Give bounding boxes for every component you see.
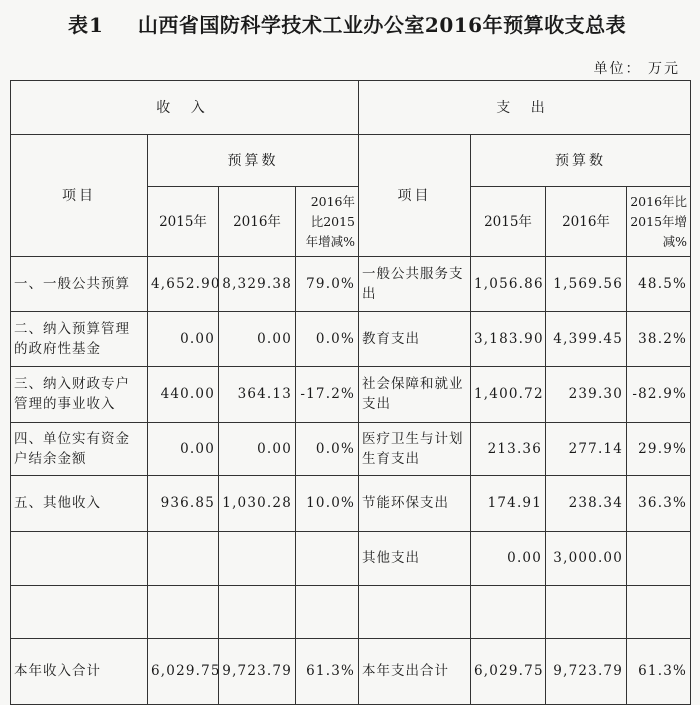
expense-item: 医疗卫生与计划生育支出 bbox=[359, 422, 471, 475]
expense-2015-header: 2015年 bbox=[471, 187, 546, 257]
expense-2016: 277.14 bbox=[546, 422, 627, 475]
income-item bbox=[11, 531, 148, 585]
table-row bbox=[11, 475, 691, 531]
income-2016: 0.00 bbox=[219, 422, 296, 475]
income-change: 79.0% bbox=[296, 257, 359, 312]
expense-change: 36.3% bbox=[627, 475, 691, 531]
expense-2016: 4,399.45 bbox=[546, 312, 627, 367]
table-row bbox=[11, 257, 691, 312]
income-item: 二、纳入预算管理的政府性基金 bbox=[11, 312, 148, 367]
income-header: 收 入 bbox=[11, 81, 359, 135]
income-2016 bbox=[219, 585, 296, 638]
income-item: 一、一般公共预算 bbox=[11, 257, 148, 312]
expense-2016: 239.30 bbox=[546, 367, 627, 422]
income-item-header: 项目 bbox=[11, 135, 148, 257]
income-change-header: 2016年比2015年增减% bbox=[296, 187, 359, 257]
income-total-label: 本年收入合计 bbox=[11, 638, 148, 704]
expense-header: 支 出 bbox=[359, 81, 691, 135]
income-change: 0.0% bbox=[296, 422, 359, 475]
table-row bbox=[11, 312, 691, 367]
expense-2015: 174.91 bbox=[471, 475, 546, 531]
expense-2016: 1,569.56 bbox=[546, 257, 627, 312]
expense-change: 38.2% bbox=[627, 312, 691, 367]
income-change bbox=[296, 585, 359, 638]
expense-2015: 0.00 bbox=[471, 531, 546, 585]
income-2015-header: 2015年 bbox=[148, 187, 219, 257]
budget-header-row bbox=[11, 135, 691, 187]
income-2016-header: 2016年 bbox=[219, 187, 296, 257]
income-2016: 364.13 bbox=[219, 367, 296, 422]
table-number: 表1 bbox=[68, 12, 104, 37]
table-row bbox=[11, 422, 691, 475]
expense-item-header: 项目 bbox=[359, 135, 471, 257]
expense-budget-header: 预算数 bbox=[471, 135, 691, 187]
income-2016: 1,030.28 bbox=[219, 475, 296, 531]
income-2015: 4,652.90 bbox=[148, 257, 219, 312]
expense-change bbox=[627, 531, 691, 585]
expense-2015: 3,183.90 bbox=[471, 312, 546, 367]
income-item bbox=[11, 585, 148, 638]
expense-change: 29.9% bbox=[627, 422, 691, 475]
section-header-row bbox=[11, 81, 691, 135]
income-2015: 936.85 bbox=[148, 475, 219, 531]
income-2016: 8,329.38 bbox=[219, 257, 296, 312]
expense-2016: 238.34 bbox=[546, 475, 627, 531]
income-change: -17.2% bbox=[296, 367, 359, 422]
income-total-2016: 9,723.79 bbox=[219, 638, 296, 704]
income-change: 10.0% bbox=[296, 475, 359, 531]
income-change: 0.0% bbox=[296, 312, 359, 367]
page-title bbox=[68, 6, 626, 40]
expense-2016-header: 2016年 bbox=[546, 187, 627, 257]
income-2015 bbox=[148, 531, 219, 585]
total-row bbox=[11, 638, 691, 704]
expense-2015: 1,056.86 bbox=[471, 257, 546, 312]
expense-item: 社会保障和就业支出 bbox=[359, 367, 471, 422]
income-2016: 0.00 bbox=[219, 312, 296, 367]
expense-total-2015: 6,029.75 bbox=[471, 638, 546, 704]
expense-item: 一般公共服务支出 bbox=[359, 257, 471, 312]
expense-2015 bbox=[471, 585, 546, 638]
income-budget-header: 预算数 bbox=[148, 135, 359, 187]
expense-change bbox=[627, 585, 691, 638]
income-2016 bbox=[219, 531, 296, 585]
income-total-change: 61.3% bbox=[296, 638, 359, 704]
income-change bbox=[296, 531, 359, 585]
income-item: 三、纳入财政专户管理的事业收入 bbox=[11, 367, 148, 422]
expense-item: 教育支出 bbox=[359, 312, 471, 367]
expense-2016 bbox=[546, 585, 627, 638]
expense-change: -82.9% bbox=[627, 367, 691, 422]
budget-table bbox=[10, 80, 691, 705]
expense-item: 节能环保支出 bbox=[359, 475, 471, 531]
table-row bbox=[11, 367, 691, 422]
expense-2015: 213.36 bbox=[471, 422, 546, 475]
expense-item bbox=[359, 585, 471, 638]
unit-label: 单位： 万元 bbox=[593, 61, 680, 77]
expense-change-header: 2016年比2015年增减% bbox=[627, 187, 691, 257]
income-total-2015: 6,029.75 bbox=[148, 638, 219, 704]
table-title: 山西省国防科学技术工业办公室2016年预算收支总表 bbox=[137, 12, 627, 37]
expense-total-change: 61.3% bbox=[627, 638, 691, 704]
income-2015 bbox=[148, 585, 219, 638]
expense-item: 其他支出 bbox=[359, 531, 471, 585]
income-2015: 0.00 bbox=[148, 312, 219, 367]
table-row bbox=[11, 585, 691, 638]
expense-total-2016: 9,723.79 bbox=[546, 638, 627, 704]
income-item: 五、其他收入 bbox=[11, 475, 148, 531]
expense-total-label: 本年支出合计 bbox=[359, 638, 471, 704]
expense-2015: 1,400.72 bbox=[471, 367, 546, 422]
expense-change: 48.5% bbox=[627, 257, 691, 312]
income-item: 四、单位实有资金户结余金额 bbox=[11, 422, 148, 475]
income-2015: 440.00 bbox=[148, 367, 219, 422]
expense-2016: 3,000.00 bbox=[546, 531, 627, 585]
table-row bbox=[11, 531, 691, 585]
income-2015: 0.00 bbox=[148, 422, 219, 475]
